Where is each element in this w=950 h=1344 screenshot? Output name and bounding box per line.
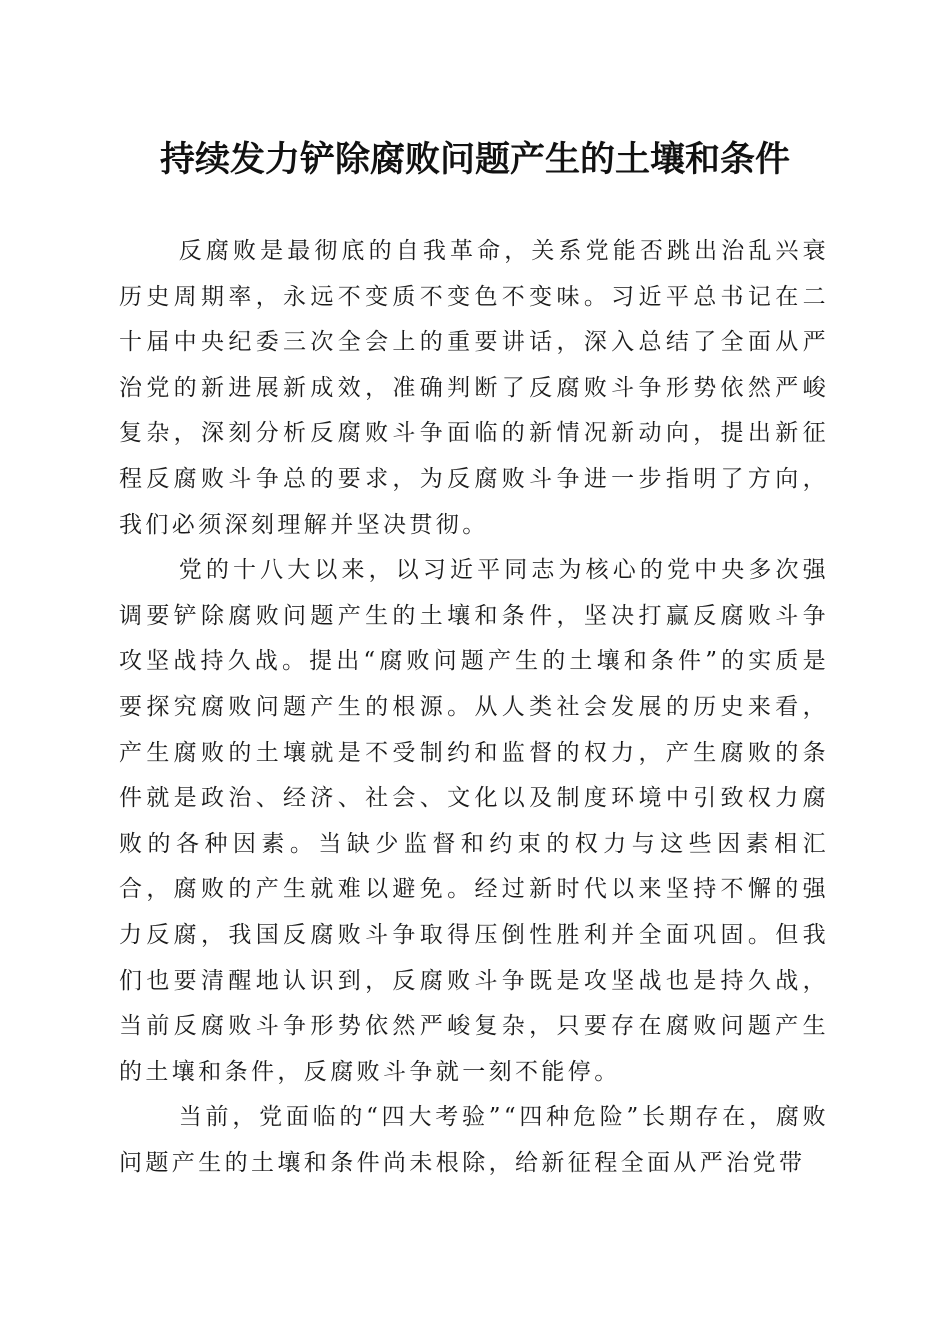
paragraph-2: 党的十八大以来，以习近平同志为核心的党中央多次强调要铲除腐败问题产生的土壤和条件，坚决打赢反腐败斗争攻坚战持久战。提出“腐败问题产生的土壤和条件”的实质是要探究腐败问题产生的根源。从人类社会发展的历史来看，产生腐败的土壤就是不受制约和监督的权力，产生腐败的条件就是政治、经济、社会、文化以及制度环境中引致权力腐败的各种因素。当缺少监督和约束的权力与这些因素相汇合，腐败的产生就难以避免。经过新时代以来坚持不懈的强力反腐，我国反腐败斗争取得压倒性胜利并全面巩固。但我们也要清醒地认识到，反腐败斗争既是攻坚战也是持久战，当前反腐败斗争形势依然严峻复杂，只要存在腐败问题产生的土壤和条件，反腐败斗争就一刻不能停。 xyxy=(119,557,829,1085)
document-title: 持续发力铲除腐败问题产生的土壤和条件 xyxy=(159,139,790,180)
paragraph-3: 当前，党面临的“四大考验”“四种危险”长期存在，腐败问题产生的土壤和条件尚未根除，给新征程全面从严治党带 xyxy=(119,1104,829,1176)
paragraph-1: 反腐败是最彻底的自我革命，关系党能否跳出治乱兴衰历史周期率，永远不变质不变色不变味。习近平总书记在二十届中央纪委三次全会上的重要讲话，深入总结了全面从严治党的新进展新成效，准确判断了反腐败斗争形势依然严峻复杂，深刻分析反腐败斗争面临的新情况新动向，提出新征程反腐败斗争总的要求，为反腐败斗争进一步指明了方向，我们必须深刻理解并坚决贯彻。 xyxy=(119,238,829,538)
document-body xyxy=(119,229,829,1186)
